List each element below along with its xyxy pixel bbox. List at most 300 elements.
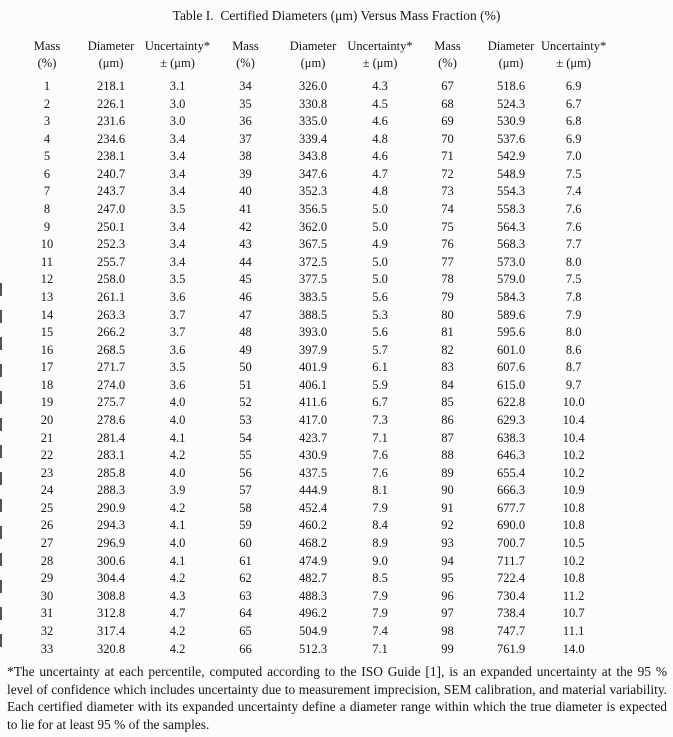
diameter-cell: 250.1 xyxy=(96,219,126,234)
diameter-cell: 367.5 xyxy=(298,237,328,252)
diameter-cell: 655.4 xyxy=(496,465,526,480)
mass-cell: 83 xyxy=(441,360,454,375)
diameter-cell: 474.9 xyxy=(298,553,328,568)
mass-cell: 42 xyxy=(239,219,252,234)
header-label: Uncertainty* xyxy=(144,39,211,53)
uncertainty-cell: 10.8 xyxy=(562,518,585,533)
mass-cell: 8 xyxy=(43,202,51,217)
mass-cell: 40 xyxy=(239,184,252,199)
table-title: Table I. Certified Diameters (μm) Versus Mass Fraction (%) xyxy=(172,8,501,23)
diameter-cell: 452.4 xyxy=(298,500,328,515)
mass-cell: 39 xyxy=(239,166,252,181)
uncertainty-cell: 4.1 xyxy=(169,518,186,533)
uncertainty-cell: 10.4 xyxy=(562,430,585,445)
uncertainty-cell: 5.0 xyxy=(372,202,388,217)
footnote-line: Each certified diameter with its expanded uncertainty define a diameter range within which the true diameter is expected xyxy=(7,699,667,715)
mass-cell: 49 xyxy=(239,342,252,357)
mass-cell: 27 xyxy=(40,536,54,551)
mass-cell: 43 xyxy=(239,237,252,252)
uncertainty-header xyxy=(346,38,414,78)
diameter-cell: 401.9 xyxy=(298,360,328,375)
mass-cell: 31 xyxy=(40,606,54,621)
mass-cell: 87 xyxy=(441,430,454,445)
table-row xyxy=(16,113,606,131)
diameter-cell: 607.6 xyxy=(496,360,526,375)
diameter-cell: 296.9 xyxy=(96,536,126,551)
table-row xyxy=(16,131,606,149)
diameter-cell: 317.4 xyxy=(96,623,126,638)
table-row xyxy=(16,641,606,659)
mass-cell: 57 xyxy=(239,483,252,498)
uncertainty-cell: 7.6 xyxy=(372,448,388,463)
mass-cell: 66 xyxy=(239,641,252,656)
diameter-cell: 518.6 xyxy=(496,79,526,93)
mass-cell: 35 xyxy=(239,96,252,111)
header-unit: ± (μm) xyxy=(556,55,591,70)
uncertainty-cell: 4.7 xyxy=(169,606,186,621)
header-unit: (%) xyxy=(37,55,57,70)
table-row xyxy=(16,289,606,307)
diameter-cell: 568.3 xyxy=(496,237,526,252)
table-row xyxy=(16,236,606,254)
diameter-cell: 285.8 xyxy=(96,465,126,480)
header-unit: (μm) xyxy=(498,55,524,70)
diameter-cell: 278.6 xyxy=(96,412,126,427)
header-unit: (μm) xyxy=(300,55,326,70)
header-unit: ± (μm) xyxy=(362,55,398,70)
uncertainty-cell: 3.4 xyxy=(169,254,186,269)
uncertainty-cell: 3.4 xyxy=(169,237,186,252)
mass-cell: 75 xyxy=(441,219,454,234)
mass-cell: 33 xyxy=(40,641,54,656)
mass-cell: 25 xyxy=(40,500,54,515)
mass-cell: 93 xyxy=(441,536,454,551)
mass-cell: 23 xyxy=(40,465,54,480)
uncertainty-cell: 10.2 xyxy=(562,448,585,463)
uncertainty-cell: 5.3 xyxy=(372,307,388,322)
uncertainty-cell: 6.7 xyxy=(372,395,388,410)
diameter-cell: 290.9 xyxy=(96,500,126,515)
diameter-cell: 595.6 xyxy=(496,325,526,340)
uncertainty-cell: 4.3 xyxy=(372,79,388,93)
uncertainty-cell: 4.2 xyxy=(169,448,186,463)
diameter-cell: 281.4 xyxy=(96,430,126,445)
mass-cell: 4 xyxy=(43,131,51,146)
diameter-cell: 601.0 xyxy=(496,342,526,357)
mass-cell: 41 xyxy=(239,202,252,217)
uncertainty-cell: 8.6 xyxy=(565,342,582,357)
uncertainty-cell: 7.7 xyxy=(565,237,582,252)
mass-cell: 47 xyxy=(239,307,252,322)
diameter-cell: 377.5 xyxy=(298,272,328,287)
diameter-cell: 423.7 xyxy=(298,430,328,445)
diameter-cell: 247.0 xyxy=(96,202,126,217)
mass-cell: 22 xyxy=(40,448,54,463)
certified-diameters-table xyxy=(16,38,606,658)
uncertainty-cell: 8.0 xyxy=(565,325,582,340)
mass-cell: 74 xyxy=(441,202,454,217)
mass-cell: 73 xyxy=(441,184,454,199)
table-row xyxy=(16,342,606,360)
mass-cell: 52 xyxy=(239,395,252,410)
mass-cell: 3 xyxy=(43,114,51,129)
uncertainty-cell: 11.2 xyxy=(562,588,585,603)
uncertainty-cell: 7.0 xyxy=(565,149,582,164)
mass-cell: 70 xyxy=(441,131,454,146)
diameter-cell: 288.3 xyxy=(96,483,126,498)
diameter-cell: 352.3 xyxy=(298,184,328,199)
mass-cell: 10 xyxy=(40,237,54,252)
mass-cell: 91 xyxy=(441,500,454,515)
table-row xyxy=(16,377,606,395)
diameter-cell: 300.6 xyxy=(96,553,126,568)
header-unit: (%) xyxy=(438,55,457,70)
diameter-cell: 584.3 xyxy=(496,289,526,304)
table-row xyxy=(16,535,606,553)
mass-cell: 14 xyxy=(40,307,54,322)
footnote xyxy=(7,663,667,733)
uncertainty-cell: 8.7 xyxy=(565,360,582,375)
diameter-cell: 231.6 xyxy=(96,114,126,129)
mass-cell: 7 xyxy=(43,184,51,199)
diameter-cell: 356.5 xyxy=(298,202,328,217)
diameter-cell: 646.3 xyxy=(496,448,526,463)
diameter-cell: 460.2 xyxy=(298,518,328,533)
uncertainty-cell: 3.4 xyxy=(169,184,186,199)
uncertainty-cell: 5.6 xyxy=(372,325,388,340)
uncertainty-cell: 9.0 xyxy=(372,553,388,568)
diameter-cell: 524.3 xyxy=(496,96,526,111)
mass-cell: 46 xyxy=(239,289,252,304)
diameter-cell: 326.0 xyxy=(298,79,328,93)
diameter-cell: 308.8 xyxy=(96,588,126,603)
diameter-cell: 761.9 xyxy=(496,641,526,656)
header-label: Uncertainty* xyxy=(541,39,607,53)
uncertainty-cell: 7.1 xyxy=(372,641,388,656)
mass-cell: 45 xyxy=(239,272,252,287)
mass-cell: 71 xyxy=(441,149,454,164)
diameter-cell: 558.3 xyxy=(496,202,526,217)
footnote-line: level of confidence which includes uncertainty due to measurement imprecision, SEM calibration, and material variability. xyxy=(7,681,667,697)
diameter-cell: 226.1 xyxy=(96,96,126,111)
diameter-cell: 268.5 xyxy=(96,342,126,357)
diameter-cell: 258.0 xyxy=(96,272,126,287)
mass-cell: 98 xyxy=(441,623,454,638)
uncertainty-cell: 7.3 xyxy=(372,412,388,427)
header-label: Diameter xyxy=(487,39,535,53)
diameter-cell: 530.9 xyxy=(496,114,526,129)
uncertainty-cell: 3.5 xyxy=(169,202,186,217)
uncertainty-cell: 4.0 xyxy=(169,412,186,427)
table-row xyxy=(16,183,606,201)
uncertainty-cell: 4.6 xyxy=(372,114,388,129)
uncertainty-cell: 10.8 xyxy=(562,571,585,586)
mass-cell: 5 xyxy=(43,149,51,164)
diameter-cell: 512.3 xyxy=(298,641,328,656)
mass-cell: 58 xyxy=(239,500,252,515)
diameter-cell: 339.4 xyxy=(298,131,328,146)
mass-cell: 78 xyxy=(441,272,454,287)
diameter-cell: 406.1 xyxy=(298,377,328,392)
diameter-cell: 330.8 xyxy=(298,96,328,111)
diameter-cell: 468.2 xyxy=(298,536,328,551)
diameter-cell: 690.0 xyxy=(496,518,526,533)
diameter-cell: 362.0 xyxy=(298,219,328,234)
diameter-cell: 504.9 xyxy=(298,623,328,638)
mass-cell: 96 xyxy=(441,588,454,603)
diameter-cell: 372.5 xyxy=(298,254,328,269)
mass-cell: 68 xyxy=(441,96,454,111)
diameter-cell: 320.8 xyxy=(96,641,126,656)
mass-cell: 11 xyxy=(40,254,54,269)
uncertainty-cell: 8.1 xyxy=(372,483,388,498)
mass-header xyxy=(211,38,280,78)
diameter-cell: 275.7 xyxy=(96,395,126,410)
header-unit: ± (μm) xyxy=(160,55,195,70)
diameter-cell: 335.0 xyxy=(298,114,328,129)
mass-cell: 32 xyxy=(40,623,54,638)
diameter-cell: 261.1 xyxy=(96,289,126,304)
mass-cell: 13 xyxy=(40,289,54,304)
uncertainty-cell: 4.6 xyxy=(372,149,388,164)
diameter-cell: 638.3 xyxy=(496,430,526,445)
uncertainty-cell: 5.0 xyxy=(372,272,388,287)
diameter-cell: 496.2 xyxy=(298,606,328,621)
uncertainty-cell: 6.7 xyxy=(565,96,582,111)
uncertainty-cell: 9.7 xyxy=(565,377,582,392)
mass-cell: 48 xyxy=(239,325,252,340)
table-row xyxy=(16,482,606,500)
scan-edge-artifact xyxy=(0,283,2,655)
mass-cell: 28 xyxy=(40,553,54,568)
mass-cell: 37 xyxy=(239,131,252,146)
mass-cell: 61 xyxy=(239,553,252,568)
uncertainty-cell: 6.1 xyxy=(372,360,388,375)
uncertainty-cell: 10.0 xyxy=(562,395,585,410)
uncertainty-cell: 7.8 xyxy=(565,289,582,304)
table-row xyxy=(16,219,606,237)
uncertainty-cell: 5.0 xyxy=(372,254,388,269)
table-row xyxy=(16,201,606,219)
mass-cell: 69 xyxy=(441,114,454,129)
diameter-header xyxy=(481,38,541,78)
uncertainty-cell: 7.9 xyxy=(372,588,388,603)
header-label: Mass xyxy=(434,39,461,53)
mass-cell: 9 xyxy=(43,219,51,234)
mass-cell: 19 xyxy=(40,395,54,410)
uncertainty-cell: 7.6 xyxy=(372,465,388,480)
diameter-cell: 388.5 xyxy=(298,307,328,322)
uncertainty-cell: 7.4 xyxy=(372,623,388,638)
table-row xyxy=(16,166,606,184)
mass-cell: 84 xyxy=(441,377,454,392)
diameter-cell: 393.0 xyxy=(298,325,328,340)
header-label: Mass xyxy=(232,39,259,53)
diameter-cell: 255.7 xyxy=(96,254,126,269)
mass-cell: 44 xyxy=(239,254,252,269)
mass-cell: 77 xyxy=(441,254,454,269)
mass-cell: 99 xyxy=(441,641,454,656)
diameter-cell: 243.7 xyxy=(96,184,126,199)
uncertainty-cell: 8.9 xyxy=(372,536,388,551)
uncertainty-cell: 5.6 xyxy=(372,289,388,304)
diameter-cell: 343.8 xyxy=(298,149,328,164)
diameter-cell: 266.2 xyxy=(96,325,126,340)
mass-cell: 34 xyxy=(239,79,252,93)
table-row xyxy=(16,359,606,377)
mass-cell: 90 xyxy=(441,483,454,498)
table-row xyxy=(16,465,606,483)
diameter-cell: 711.7 xyxy=(497,553,525,568)
mass-cell: 54 xyxy=(239,430,252,445)
diameter-cell: 629.3 xyxy=(496,412,526,427)
uncertainty-cell: 5.9 xyxy=(372,377,388,392)
uncertainty-cell: 5.7 xyxy=(372,342,388,357)
table-row xyxy=(16,447,606,465)
table-row xyxy=(16,324,606,342)
mass-cell: 92 xyxy=(441,518,454,533)
diameter-cell: 271.7 xyxy=(96,360,126,375)
diameter-cell: 700.7 xyxy=(496,536,526,551)
mass-cell: 86 xyxy=(441,412,454,427)
mass-cell: 60 xyxy=(239,536,252,551)
mass-cell: 89 xyxy=(441,465,454,480)
uncertainty-cell: 3.7 xyxy=(169,307,186,322)
table-row xyxy=(16,412,606,430)
mass-cell: 53 xyxy=(239,412,252,427)
diameter-cell: 677.7 xyxy=(496,500,526,515)
uncertainty-cell: 4.2 xyxy=(169,641,186,656)
diameter-cell: 482.7 xyxy=(298,571,328,586)
diameter-cell: 430.9 xyxy=(298,448,328,463)
uncertainty-cell: 3.4 xyxy=(169,131,186,146)
mass-cell: 36 xyxy=(239,114,252,129)
uncertainty-cell: 4.1 xyxy=(169,430,186,445)
diameter-cell: 444.9 xyxy=(298,483,328,498)
uncertainty-cell: 10.4 xyxy=(562,412,585,427)
diameter-cell: 411.6 xyxy=(299,395,327,410)
diameter-cell: 263.3 xyxy=(96,307,126,322)
diameter-cell: 488.3 xyxy=(298,588,328,603)
diameter-cell: 294.3 xyxy=(96,518,126,533)
uncertainty-cell: 8.5 xyxy=(372,571,388,586)
uncertainty-cell: 4.2 xyxy=(169,500,186,515)
mass-cell: 1 xyxy=(43,79,51,93)
mass-cell: 6 xyxy=(43,166,51,181)
uncertainty-header xyxy=(144,38,211,78)
diameter-cell: 722.4 xyxy=(496,571,526,586)
uncertainty-cell: 10.8 xyxy=(562,500,585,515)
diameter-cell: 274.0 xyxy=(96,377,126,392)
diameter-header xyxy=(78,38,144,78)
mass-cell: 67 xyxy=(441,79,454,93)
diameter-cell: 347.6 xyxy=(298,166,328,181)
uncertainty-cell: 3.0 xyxy=(169,96,186,111)
mass-cell: 79 xyxy=(441,289,454,304)
diameter-cell: 537.6 xyxy=(496,131,526,146)
header-label: Mass xyxy=(33,39,61,53)
table-row xyxy=(16,500,606,518)
uncertainty-cell: 3.5 xyxy=(169,272,186,287)
diameter-cell: 579.0 xyxy=(496,272,526,287)
uncertainty-cell: 4.9 xyxy=(372,237,388,252)
table-row xyxy=(16,148,606,166)
diameter-cell: 615.0 xyxy=(496,377,526,392)
diameter-cell: 564.3 xyxy=(496,219,526,234)
diameter-cell: 397.9 xyxy=(298,342,328,357)
diameter-cell: 589.6 xyxy=(496,307,526,322)
mass-cell: 85 xyxy=(441,395,454,410)
mass-cell: 95 xyxy=(441,571,454,586)
mass-header xyxy=(414,38,481,78)
table-row xyxy=(16,307,606,325)
mass-cell: 17 xyxy=(40,360,54,375)
table-row xyxy=(16,605,606,623)
mass-cell: 72 xyxy=(441,166,454,181)
header-label: Uncertainty* xyxy=(347,39,413,53)
mass-cell: 80 xyxy=(441,307,454,322)
uncertainty-cell: 4.8 xyxy=(372,184,388,199)
table-row xyxy=(16,394,606,412)
uncertainty-cell: 4.0 xyxy=(169,395,186,410)
diameter-cell: 738.4 xyxy=(496,606,526,621)
mass-cell: 97 xyxy=(441,606,454,621)
mass-cell: 64 xyxy=(239,606,252,621)
uncertainty-cell: 4.0 xyxy=(169,465,186,480)
diameter-cell: 573.0 xyxy=(496,254,526,269)
diameter-cell: 312.8 xyxy=(96,606,126,621)
diameter-cell: 666.3 xyxy=(496,483,526,498)
uncertainty-cell: 6.9 xyxy=(565,131,582,146)
uncertainty-cell: 7.6 xyxy=(565,202,582,217)
uncertainty-cell: 3.7 xyxy=(169,325,186,340)
table-row xyxy=(16,517,606,535)
table-header xyxy=(16,38,606,78)
uncertainty-header xyxy=(541,38,606,78)
diameter-cell: 554.3 xyxy=(496,184,526,199)
uncertainty-cell: 4.5 xyxy=(372,96,388,111)
uncertainty-cell: 3.0 xyxy=(169,114,186,129)
mass-cell: 51 xyxy=(239,377,252,392)
mass-cell: 62 xyxy=(239,571,252,586)
diameter-cell: 240.7 xyxy=(96,166,126,181)
uncertainty-cell: 10.9 xyxy=(562,483,585,498)
table-row xyxy=(16,553,606,571)
header-label: Diameter xyxy=(289,39,337,53)
table-row xyxy=(16,96,606,114)
uncertainty-cell: 4.7 xyxy=(372,166,388,181)
uncertainty-cell: 7.9 xyxy=(372,606,388,621)
mass-cell: 56 xyxy=(239,465,252,480)
header-row xyxy=(16,38,606,78)
table-row xyxy=(16,271,606,289)
mass-cell: 82 xyxy=(441,342,454,357)
mass-cell: 24 xyxy=(40,483,54,498)
diameter-cell: 548.9 xyxy=(496,166,526,181)
uncertainty-cell: 14.0 xyxy=(562,641,585,656)
uncertainty-cell: 8.0 xyxy=(565,254,582,269)
uncertainty-cell: 10.5 xyxy=(562,536,585,551)
diameter-cell: 252.3 xyxy=(96,237,126,252)
mass-cell: 2 xyxy=(43,96,51,111)
uncertainty-cell: 7.9 xyxy=(565,307,582,322)
uncertainty-cell: 3.6 xyxy=(169,377,186,392)
mass-cell: 65 xyxy=(239,623,252,638)
mass-cell: 18 xyxy=(40,377,54,392)
uncertainty-cell: 4.3 xyxy=(169,588,186,603)
uncertainty-cell: 6.9 xyxy=(565,79,582,93)
diameter-cell: 218.1 xyxy=(96,79,126,93)
